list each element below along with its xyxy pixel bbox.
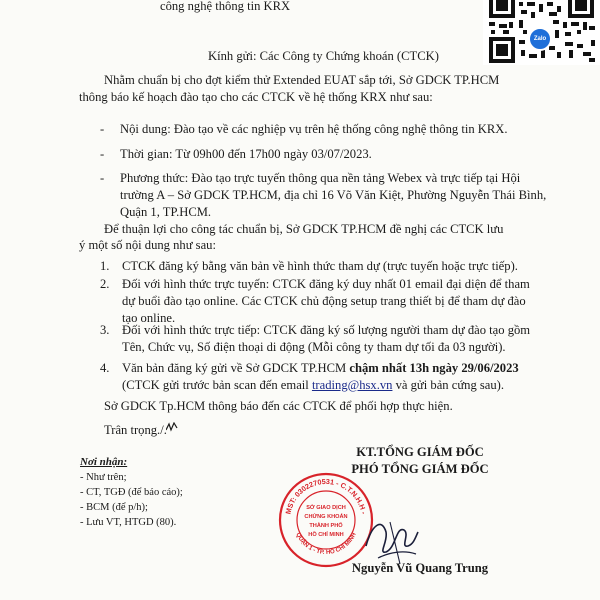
note-number: 4. xyxy=(100,361,110,375)
note-text: tạo online. xyxy=(122,311,176,325)
org-line: công nghệ thông tin KRX xyxy=(160,0,291,13)
note-text: dự buổi đào tạo online. Các CTCK chủ động setup trang thiết bị để tham dự đào xyxy=(122,294,526,308)
seal-bottom-text: QUẬN 1 - TP. HỒ CHÍ MINH xyxy=(294,532,358,557)
intro-line-1: Nhằm chuẩn bị cho đợt kiểm thử Extended EUAT sắp tới, Sở GDCK TP.HCM xyxy=(104,73,500,87)
bullet-dash: - xyxy=(100,147,105,161)
signer-name: Nguyễn Vũ Quang Trung xyxy=(351,561,489,575)
seal-ring-text: MST: 0302270531 - C.T.N.H.H - xyxy=(283,476,369,516)
note-text: CTCK đăng ký bằng văn bản về hình thức tham dự (trực tuyến hoặc trực tiếp). xyxy=(122,259,518,273)
seal-center-line: CHỨNG KHOÁN xyxy=(304,514,348,520)
note-number: 1. xyxy=(100,259,110,273)
signature-title-1: KT.TỔNG GIÁM ĐỐC xyxy=(356,445,484,459)
note-text: Văn bản đăng ký gửi về Sở GDCK TP.HCM chậm nhất 13h ngày 29/06/2023 xyxy=(122,361,519,375)
recipient-item: - Lưu VT, HTGD (80). xyxy=(80,517,177,528)
detail-method-1: Phương thức: Đào tạo trực tuyến thông qua nền tảng Webex và trực tiếp tại Hội xyxy=(120,171,521,185)
note-number: 2. xyxy=(100,277,110,291)
note-text: Tên, Chức vụ, Số điện thoại di động (Mỗi công ty tham dự tối đa 03 người). xyxy=(122,340,506,354)
deadline: chậm nhất 13h ngày 29/06/2023 xyxy=(349,361,519,375)
zalo-badge-icon: Zalo xyxy=(528,27,552,51)
prep-line-1: Để thuận lợi cho công tác chuẩn bị, Sở GDCK TP.HCM đề nghị các CTCK lưu xyxy=(104,222,504,236)
detail-method-2: trường A – Sở GDCK TP.HCM, địa chỉ 16 Võ Văn Kiệt, Phường Nguyễn Thái Bình, xyxy=(120,188,547,202)
email-link[interactable]: trading@hsx.vn xyxy=(311,378,393,392)
regards: Trân trọng./. xyxy=(104,423,167,437)
detail-method-3: Quận 1, TP.HCM. xyxy=(120,205,212,219)
recipient-item: - Như trên; xyxy=(80,472,127,483)
bullet-dash: - xyxy=(100,122,105,136)
qr-code[interactable] xyxy=(483,0,600,65)
recipients-title: Nơi nhận: xyxy=(80,456,128,468)
intro-line-2: thông báo kế hoạch đào tạo cho các CTCK về hệ thống KRX như sau: xyxy=(79,90,433,104)
prep-line-2: ý một số nội dung như sau: xyxy=(79,238,216,252)
closing-line: Sở GDCK Tp.HCM thông báo đến các CTCK để phối hợp thực hiện. xyxy=(104,399,453,413)
addressee: Kính gửi: Các Công ty Chứng khoán (CTCK) xyxy=(208,49,439,63)
note-text: (CTCK gửi trước bản scan đến email trading@hsx.vn và gửi bản cứng sau). xyxy=(122,378,505,392)
signature-title-2: PHÓ TỔNG GIÁM ĐỐC xyxy=(351,462,489,476)
initial-mark-icon xyxy=(166,422,178,432)
note-text: Đối với hình thức trực tiếp: CTCK đăng ký số lượng người tham dự đào tạo gồm xyxy=(122,323,531,337)
note-text: Đối với hình thức trực tuyến: CTCK đăng ký duy nhất 01 email đại diện để tham xyxy=(122,277,530,291)
seal-center-line: SỞ GIAO DỊCH xyxy=(306,505,346,511)
detail-content: Nội dung: Đào tạo về các nghiệp vụ trên hệ thống công nghệ thông tin KRX. xyxy=(120,122,508,136)
bullet-dash: - xyxy=(100,171,105,185)
detail-time: Thời gian: Từ 09h00 đến 17h00 ngày 03/07/2023. xyxy=(120,147,372,161)
recipient-item: - BCM (để p/h); xyxy=(80,502,148,513)
seal-center-line: HỒ CHÍ MINH xyxy=(308,532,344,538)
note-number: 3. xyxy=(100,323,110,337)
seal-center-line: THÀNH PHỐ xyxy=(309,523,343,529)
recipient-item: - CT, TGĐ (để báo cáo); xyxy=(80,487,183,498)
